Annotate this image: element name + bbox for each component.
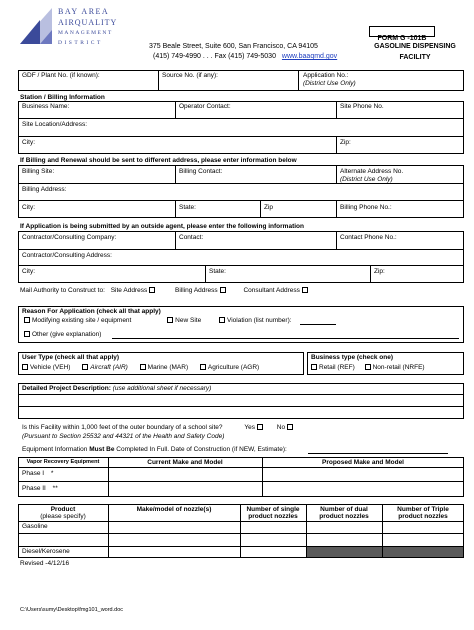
logo-line-3: MANAGEMENT [58, 30, 113, 36]
revised-date: Revised -4/12/16 [20, 560, 70, 567]
mail-site-address-checkbox[interactable] [149, 287, 155, 293]
product-col-nozzle: Make/model of nozzle(s) [136, 506, 212, 513]
agent-zip-field[interactable]: Zip: [374, 268, 385, 275]
station-city-field[interactable]: City: [22, 139, 35, 146]
school-yes-label: Yes [244, 424, 255, 431]
violation-line[interactable] [300, 324, 336, 325]
product-col-single [240, 506, 306, 520]
alternate-address-field: Alternate Address No. [340, 168, 404, 175]
operator-contact-field[interactable]: Operator Contact: [179, 103, 231, 110]
file-path: C:\Users\sumy\Desktop\fmg101_word.doc [20, 607, 124, 613]
mail-consultant-address-label: Consultant Address [243, 287, 300, 294]
vapor-col-proposed: Proposed Make and Model [322, 459, 404, 466]
logo-line-1: BAY AREA [58, 7, 110, 16]
phase-1-label: Phase I [22, 470, 45, 477]
modify-label: Modifying existing site / equipment [32, 317, 132, 324]
equipment-info-must-be: Must Be [89, 446, 115, 453]
agriculture-checkbox[interactable] [200, 364, 206, 370]
reason-title: Reason For Application (check all that apply) [22, 308, 161, 315]
website-link[interactable]: www.baaqmd.gov [281, 53, 338, 60]
logo-mark-icon [18, 6, 54, 46]
product-col-dual [306, 506, 382, 520]
vapor-col-current: Current Make and Model [147, 459, 223, 466]
non-retail-label: Non-retail (NRFE) [372, 364, 425, 371]
aircraft-label: Aircraft (AIR) [90, 364, 128, 371]
logo-line-4: DISTRICT [58, 40, 103, 46]
equipment-info-suffix: Completed In Full. Date of Construction (if NEW, Estimate): [114, 446, 287, 453]
product-col-product-l2: (please specify) [40, 513, 86, 520]
phase-2-mark: ** [52, 485, 58, 492]
mail-billing-address-label: Billing Address [175, 287, 218, 294]
school-question-row [22, 424, 295, 431]
marine-label: Marine (MAR) [147, 364, 189, 371]
construction-date-line[interactable] [308, 453, 448, 454]
violation-checkbox[interactable] [219, 317, 225, 323]
district-address: 375 Beale Street, Suite 600, San Francisco, CA 94105 [149, 43, 318, 50]
billing-site-field[interactable]: Billing Site: [22, 168, 55, 175]
school-no-label: No [276, 424, 286, 431]
equipment-info-line [22, 446, 287, 453]
product-col-dual-l2: product nozzles [319, 513, 369, 520]
marine-checkbox[interactable] [140, 364, 146, 370]
school-yes-checkbox[interactable] [257, 424, 263, 430]
contractor-address-field[interactable]: Contractor/Consulting Address: [22, 252, 112, 259]
application-no-field: Application No.: [303, 72, 349, 79]
logo-line-2: AIRQUALITY [58, 18, 118, 27]
business-type-title: Business type (check one) [311, 354, 393, 361]
site-phone-field[interactable]: Site Phone No. [340, 103, 384, 110]
equipment-info-prefix: Equipment Information [22, 446, 90, 453]
phase-2-row [22, 485, 58, 492]
business-name-field[interactable]: Business Name: [22, 103, 70, 110]
product-row-gasoline: Gasoline [22, 523, 48, 530]
form-id-box [369, 26, 435, 42]
outside-agent-title: If Application is being submitted by an outside agent, please enter the following information [20, 223, 304, 230]
reason-options-row [22, 317, 292, 324]
form-title-line-1: GASOLINE DISPENSING [374, 43, 456, 50]
mail-authority-label: Mail Authority to Construct to: [20, 287, 105, 294]
agent-contact-phone-field[interactable]: Contact Phone No.: [340, 234, 397, 241]
billing-city-field[interactable]: City: [22, 204, 35, 211]
non-retail-checkbox[interactable] [365, 364, 371, 370]
violation-label: Violation (list number): [227, 317, 292, 324]
other-row [22, 331, 101, 338]
mail-site-address-label: Site Address [110, 287, 148, 294]
product-row-diesel: Diesel/Kerosene [22, 548, 70, 555]
product-col-triple-l1: Number of Triple [397, 506, 449, 513]
contractor-field[interactable]: Contractor/Consulting Company: [22, 234, 117, 241]
retail-checkbox[interactable] [311, 364, 317, 370]
new-site-label: New Site [175, 317, 202, 324]
business-type-options [309, 364, 425, 371]
shaded-cell-dual [307, 547, 382, 557]
phone-fax: (415) 749-4990 . . . Fax (415) 749-5030 [153, 53, 276, 60]
form-title-line-2: FACILITY [399, 54, 431, 62]
user-type-options [20, 364, 259, 371]
new-site-checkbox[interactable] [167, 317, 173, 323]
agent-state-field[interactable]: State: [209, 268, 226, 275]
billing-address-field[interactable]: Billing Address: [22, 186, 67, 193]
form-id: FORM G -101B [377, 35, 427, 42]
user-type-title: User Type (check all that apply) [22, 354, 120, 361]
form-title [360, 43, 470, 62]
school-pursuant: (Pursuant to Section 25532 and 44321 of the Health and Safety Code) [22, 433, 225, 440]
product-col-product [18, 506, 108, 520]
project-description-header [22, 385, 211, 392]
product-col-dual-l1: Number of dual [320, 506, 368, 513]
district-logo [18, 6, 148, 56]
billing-zip-field[interactable]: Zip [264, 204, 274, 211]
mail-consultant-address-checkbox[interactable] [302, 287, 308, 293]
mail-billing-address-checkbox[interactable] [220, 287, 226, 293]
phase-1-row [22, 470, 53, 477]
product-col-single-l1: Number of single [246, 506, 300, 513]
school-question: Is this Facility within 1,000 feet of the outer boundary of a school site? [22, 424, 223, 431]
billing-contact-field[interactable]: Billing Contact: [179, 168, 223, 175]
product-col-single-l2: product nozzles [248, 513, 298, 520]
other-label: Other (give explanation) [32, 331, 102, 338]
product-col-product-l1: Product [50, 506, 76, 513]
billing-state-field[interactable]: State: [179, 204, 196, 211]
billing-phone-field[interactable]: Billing Phone No.: [340, 204, 392, 211]
site-location-field[interactable]: Site Location/Address: [22, 121, 88, 128]
gdf-plant-field[interactable]: GDF / Plant No. (if known): [22, 72, 100, 79]
other-explanation-line[interactable] [112, 338, 459, 339]
shaded-cell-triple [383, 547, 463, 557]
vapor-col-equipment: Vapor Recovery Equipment [26, 459, 100, 465]
school-no-checkbox[interactable] [287, 424, 293, 430]
product-col-triple-l2: product nozzles [398, 513, 448, 520]
product-col-triple [382, 506, 464, 520]
project-title: Detailed Project Description: [22, 385, 111, 392]
aircraft-checkbox[interactable] [82, 364, 88, 370]
source-no-field[interactable]: Source No. (if any): [162, 72, 218, 79]
agent-contact-field[interactable]: Contact: [179, 234, 204, 241]
alternate-district-use: (District Use Only) [340, 176, 393, 183]
phase-2-label: Phase II [22, 485, 46, 492]
vehicle-label: Vehicle (VEH) [30, 364, 71, 371]
district-use-note: (District Use Only) [303, 80, 356, 87]
station-zip-field[interactable]: Zip: [340, 139, 351, 146]
phase-1-mark: * [50, 470, 54, 477]
vehicle-checkbox[interactable] [22, 364, 28, 370]
agriculture-label: Agriculture (AGR) [207, 364, 260, 371]
modify-checkbox[interactable] [24, 317, 30, 323]
billing-title: If Billing and Renewal should be sent to different address, please enter information below [20, 157, 297, 164]
mail-authority-row [20, 287, 310, 294]
other-checkbox[interactable] [24, 331, 30, 337]
retail-label: Retail (REF) [319, 364, 355, 371]
project-note: (use additional sheet if necessary) [112, 385, 212, 392]
phone-fax-line [153, 53, 337, 61]
station-title: Station / Billing Information [20, 94, 105, 101]
agent-city-field[interactable]: City: [22, 268, 35, 275]
